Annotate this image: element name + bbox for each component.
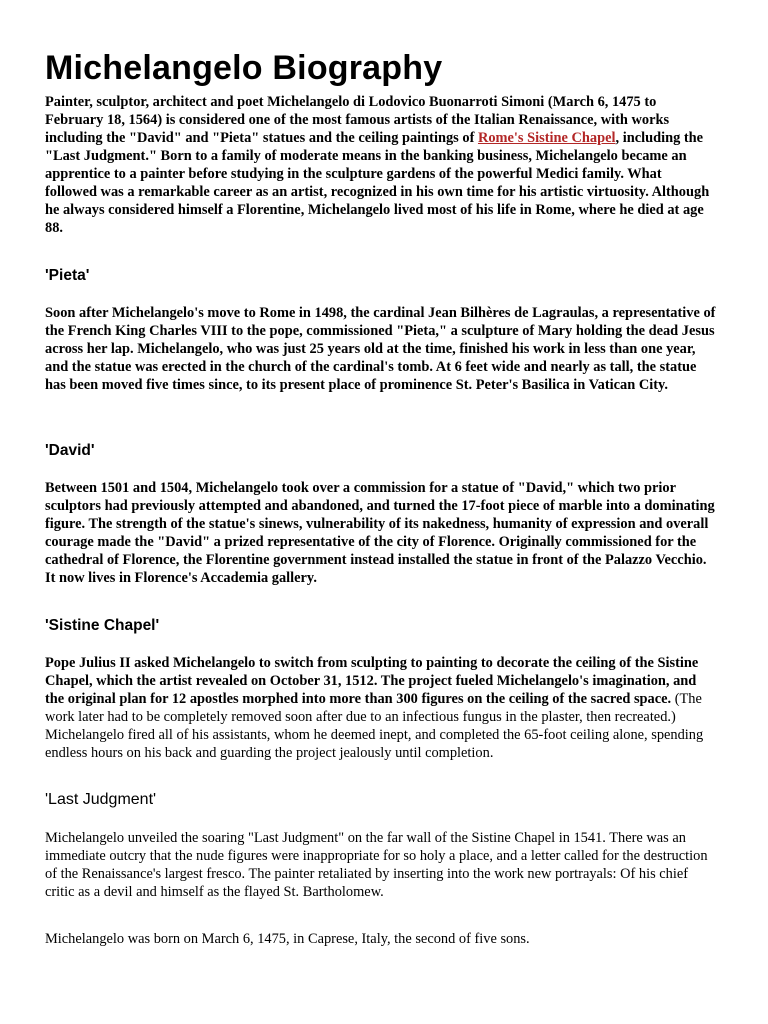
heading-sistine-chapel: 'Sistine Chapel' [45,617,160,634]
intro-text-after-link: , including the "Last Judgment." Born to a family of moderate means in the banking business, Michelangelo became an apprentice to a painter before studying in the sculpture gardens of the powerful Medici family. What followed was a remarkable career as an artist, recognized in his own time for his artistic virtuosity. Although he always considered himself a Florentine, Michelangelo lived most of his life in Rome, where he died at age 88. [45,130,710,236]
intro-text-before-link: Painter, sculptor, architect and poet Michelangelo di Lodovico Buonarroti Simoni (March 6, 1475 to February 18, 1564) is considered one of the most famous artists of the Italian Renaissance, with works including the "David" and "Pieta" statues and the ceiling paintings of [45,94,670,146]
pieta-paragraph: Soon after Michelangelo's move to Rome in 1498, the cardinal Jean Bilhères de Lagraulas, a representative of the French King Charles VIII to the pope, commissioned "Pieta," a sculpture of Mary holding the dead Jesus across her lap. Michelangelo, who was just 25 years old at the time, finished his work in less than one year, and the statue was erected in the church of the cardinal's tomb. At 6 feet wide and nearly as tall, the statue has been moved five times since, to its present place of prominence St. Peter's Basilica in Vatican City. [45,305,716,393]
page-title: Michelangelo Biography [45,49,443,87]
heading-david: 'David' [45,442,95,459]
heading-last-judgment: 'Last Judgment' [45,791,157,808]
intro-paragraph [45,93,717,237]
sistine-chapel-link[interactable]: Rome's Sistine Chapel [477,130,616,146]
last-judgment-paragraph: Michelangelo unveiled the soaring "Last Judgment" on the far wall of the Sistine Chapel in 1541. There was an immediate outcry that the nude figures were inappropriate for so holy a place, and a letter called for the destruction of the Renaissance's largest fresco. The painter retaliated by inserting into the work new portrayals: Of his chief critic as a devil and himself as the flayed St. Bartholomew. [45,830,708,900]
heading-pieta: 'Pieta' [45,267,90,284]
birth-paragraph: Michelangelo was born on March 6, 1475, in Caprese, Italy, the second of five sons. [45,931,530,947]
sistine-text-normal: (The work later had to be completely removed soon after due to an infectious fungus in the plaster, then recreated.) Michelangelo fired all of his assistants, whom he deemed inept, and completed the 65-foot ceiling alone, spending endless hours on his back and guarding the project jealously until completion. [45,691,704,761]
sistine-text-bold: Pope Julius II asked Michelangelo to switch from sculpting to painting to decorate the ceiling of the Sistine Chapel, which the artist revealed on October 31, 1512. The project fueled Michelangelo's imagination, and the original plan for 12 apostles morphed into more than 300 figures on the ceiling of the sacred space. [45,655,699,707]
david-paragraph: Between 1501 and 1504, Michelangelo took over a commission for a statue of "David," which two prior sculptors had previously attempted and abandoned, and turned the 17-foot piece of marble into a dominating figure. The strength of the statue's sinews, vulnerability of its nakedness, humanity of expression and overall courage made the "David" a prized representative of the city of Florence. Originally commissioned for the cathedral of Florence, the Florentine government instead installed the statue in front of the Palazzo Vecchio. It now lives in Florence's Accademia gallery. [45,480,715,586]
sistine-paragraph [45,654,717,762]
